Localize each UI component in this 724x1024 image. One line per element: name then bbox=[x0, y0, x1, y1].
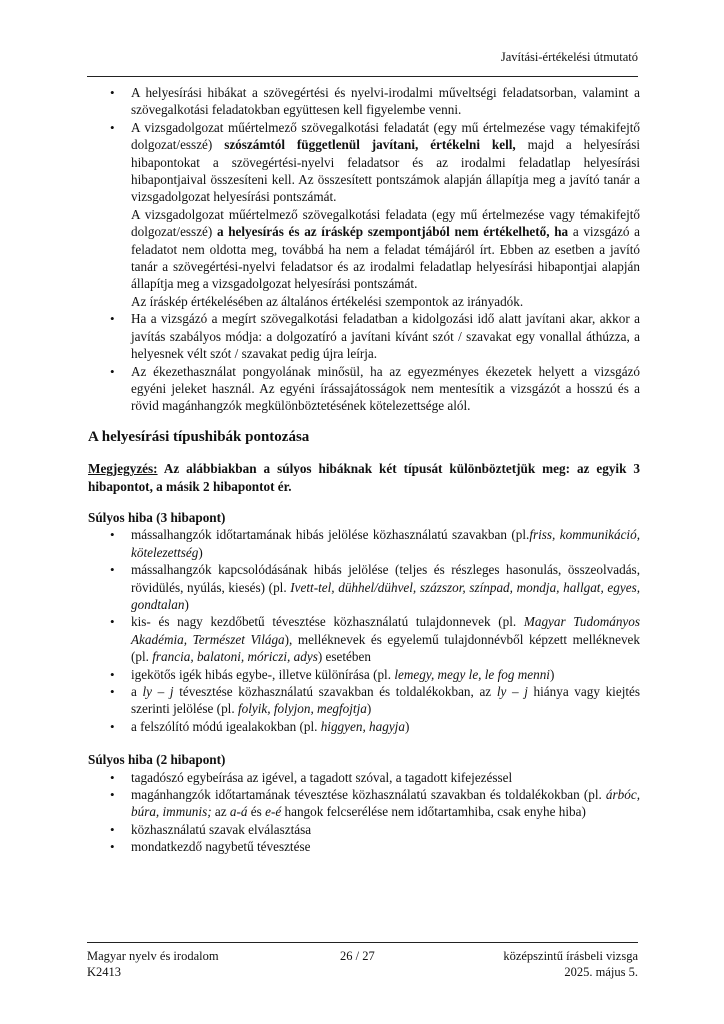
text-run: Az ékezethasználat pongyolának minősül, ha az egyezményes ékezetek helyett a vizsgázó egyéni jeleket használ. Az egyéni írássajátosságok nem mentesítik a vizsgázót a hosszú és a rövid magánhangzók megkülönböztetésének kötelezettsége alól. bbox=[131, 363, 640, 414]
note-paragraph bbox=[88, 460, 640, 495]
group1-item bbox=[88, 613, 640, 665]
text-run: tagadószó egybeírása az igével, a tagadott szóval, a tagadott kifejezéssel bbox=[131, 769, 513, 785]
text-run: ) bbox=[366, 701, 372, 717]
text-run: a felszólító módú igealakokban (pl. bbox=[131, 718, 321, 734]
italic-example: ly – j bbox=[496, 684, 528, 699]
group1-item bbox=[88, 683, 640, 718]
text-run: Az íráskép értékelésében az általános értékelési szempontok az irányadók. bbox=[131, 293, 524, 309]
text-run: mássalhangzók kapcsolódásának hibás jelölése (teljes és részleges hasonulás, összeolvadás, rövidülés, nyúlás, kiesés) (pl. bbox=[131, 562, 640, 595]
bold-text: a helyesírás és az íráskép szempontjából nem értékelhető, ha bbox=[216, 224, 569, 240]
bold-text: szószámtól függetlenül javítani, értékelni kell, bbox=[224, 137, 516, 153]
group1-item bbox=[88, 718, 640, 735]
italic-example: higgyen, hagyja bbox=[320, 718, 405, 734]
footer-date: 2025. május 5. bbox=[564, 965, 638, 979]
group2-title: Súlyos hiba (2 hibapont) bbox=[88, 752, 226, 768]
footer-subject: Magyar nyelv és irodalom bbox=[87, 949, 219, 963]
text-run: majd a helyesírási hibapontokat a szövegértési-nyelvi feladatsor és az irodalmi feladatlap helyesírási hibapontjaival összesíteni kell. Az összesített pontszámok alapján állapítja meg a javító tanár a vizsgadolgozat helyesírási pontszámát. bbox=[131, 137, 640, 205]
italic-example: friss, kommunikáció, kötelezettség bbox=[131, 527, 640, 560]
italic-example: árbóc, búra, immunis; bbox=[131, 787, 640, 820]
text-run: A helyesírási hibákat a szövegértési és nyelvi-irodalmi műveltségi feladatsorban, valamint a szövegalkotási feladatokban együttesen kell figyelembe venni. bbox=[131, 85, 640, 118]
group2-item bbox=[88, 838, 640, 855]
group2-item bbox=[88, 821, 640, 838]
page-content bbox=[88, 84, 640, 856]
intro-bullet-1-main bbox=[131, 120, 640, 205]
page-header-title: Javítási-értékelési útmutató bbox=[500, 50, 638, 64]
text-run: kis- és nagy kezdőbetű tévesztése közhasználatú tulajdonnevek (pl. bbox=[131, 614, 524, 630]
footer-page-number: 26 / 27 bbox=[340, 949, 375, 963]
text-run: a bbox=[131, 684, 143, 699]
intro-bullet-1-extra-1 bbox=[131, 293, 640, 310]
text-run: ) bbox=[404, 718, 410, 734]
text-run: és bbox=[247, 804, 266, 820]
text-run: ), melléknevek és egyelemű tulajdonnévből képzett melléknevek (pl. bbox=[131, 631, 640, 665]
group2-list bbox=[88, 769, 640, 856]
text-run: ) esetében bbox=[317, 649, 371, 665]
italic-example: a-á bbox=[229, 804, 248, 820]
intro-bullet-0 bbox=[88, 84, 640, 119]
group1-item bbox=[88, 561, 640, 613]
group1-item bbox=[88, 666, 640, 683]
text-run: ) bbox=[549, 666, 555, 682]
group2-item bbox=[88, 786, 640, 821]
italic-example: Magyar Tudományos Akadémia, Természet Világa bbox=[131, 614, 640, 647]
text-run: magánhangzók időtartamának tévesztése közhasználatú szavakban és toldalékokban (pl. bbox=[131, 787, 606, 803]
italic-example: e-é bbox=[265, 804, 282, 820]
intro-bullet-1 bbox=[88, 119, 640, 310]
text-run: hiánya vagy kiejtés szerinti jelölése (pl. bbox=[131, 684, 641, 717]
intro-bullet-2 bbox=[88, 310, 640, 362]
group1-title: Súlyos hiba (3 hibapont) bbox=[88, 509, 226, 525]
italic-example: ly – j bbox=[142, 684, 174, 699]
text-run: mássalhangzók időtartamának hibás jelölése közhasználatú szavakban (pl. bbox=[131, 527, 530, 543]
intro-bullet-list bbox=[88, 84, 640, 415]
italic-example: folyik, folyjon, megfojtja bbox=[237, 701, 367, 717]
footer-code: K2413 bbox=[87, 965, 122, 979]
italic-example: lemegy, megy le, le fog menni bbox=[394, 666, 550, 682]
text-run: A vizsgadolgozat műértelmező szövegalkotási feladatát (egy mű értelmezése vagy témakifejtő dolgozat/esszé) bbox=[131, 119, 640, 153]
group2-item bbox=[88, 769, 640, 786]
italic-example: francia, balatoni, móriczi, adys bbox=[152, 649, 318, 665]
footer-level: középszintű írásbeli vizsga bbox=[503, 949, 638, 963]
note-label: Megjegyzés: bbox=[88, 461, 158, 477]
note-text: Az alábbiakban a súlyos hibáknak két típusát különböztetjük meg: az egyik 3 hibapontot, a másik 2 hibapontot ér. bbox=[88, 461, 640, 494]
text-run: ) bbox=[184, 596, 189, 612]
text-run: ) bbox=[198, 544, 203, 560]
intro-bullet-3 bbox=[88, 363, 640, 415]
italic-example: Ivett-tel, dühhel/dühvel, százszor, színpad, mondja, hallgat, egyes, gondtalan bbox=[131, 579, 640, 612]
text-run: mondatkezdő nagybetű tévesztése bbox=[131, 839, 311, 855]
footer-divider bbox=[87, 942, 638, 943]
text-run: tévesztése közhasználatú szavakban és toldalékokban, az bbox=[173, 684, 497, 699]
section-title: A helyesírási típushibák pontozása bbox=[88, 428, 310, 445]
intro-bullet-1-extra-0 bbox=[131, 206, 640, 293]
text-run: az bbox=[211, 804, 230, 820]
text-run: A vizsgadolgozat műértelmező szövegalkotási feladata (egy mű értelmezése vagy témakifejtő dolgozat/esszé) bbox=[131, 206, 640, 240]
text-run: Ha a vizsgázó a megírt szövegalkotási feladatban a kidolgozási idő alatt javítani akar, akkor a javítás szabályos módja: a dolgozatíró a javítani kívánt szót / szavakat egy vonallal áthúzza, a helyesnek vélt szót / szavakat pedig újra leírja. bbox=[131, 311, 640, 362]
group1-list bbox=[88, 526, 640, 735]
text-run: hangok felcserélése nem időtartamhiba, csak enyhe hiba) bbox=[281, 804, 586, 820]
text-run: a vizsgázó a feladatot nem oldotta meg, továbbá ha nem a feladat témájáról írt. Ebben az esetben a javító tanár a szövegértési-nyelvi feladatsor és az irodalmi feladatlap helyesírási hibapontjai alapján állapítja meg a vizsgadolgozat helyesírási pontszámát. bbox=[131, 224, 640, 292]
text-run: közhasználatú szavak elválasztása bbox=[131, 821, 312, 837]
header-divider bbox=[87, 76, 638, 77]
text-run: igekötős igék hibás egybe-, illetve különírása (pl. bbox=[131, 666, 395, 682]
group1-item bbox=[88, 526, 640, 561]
